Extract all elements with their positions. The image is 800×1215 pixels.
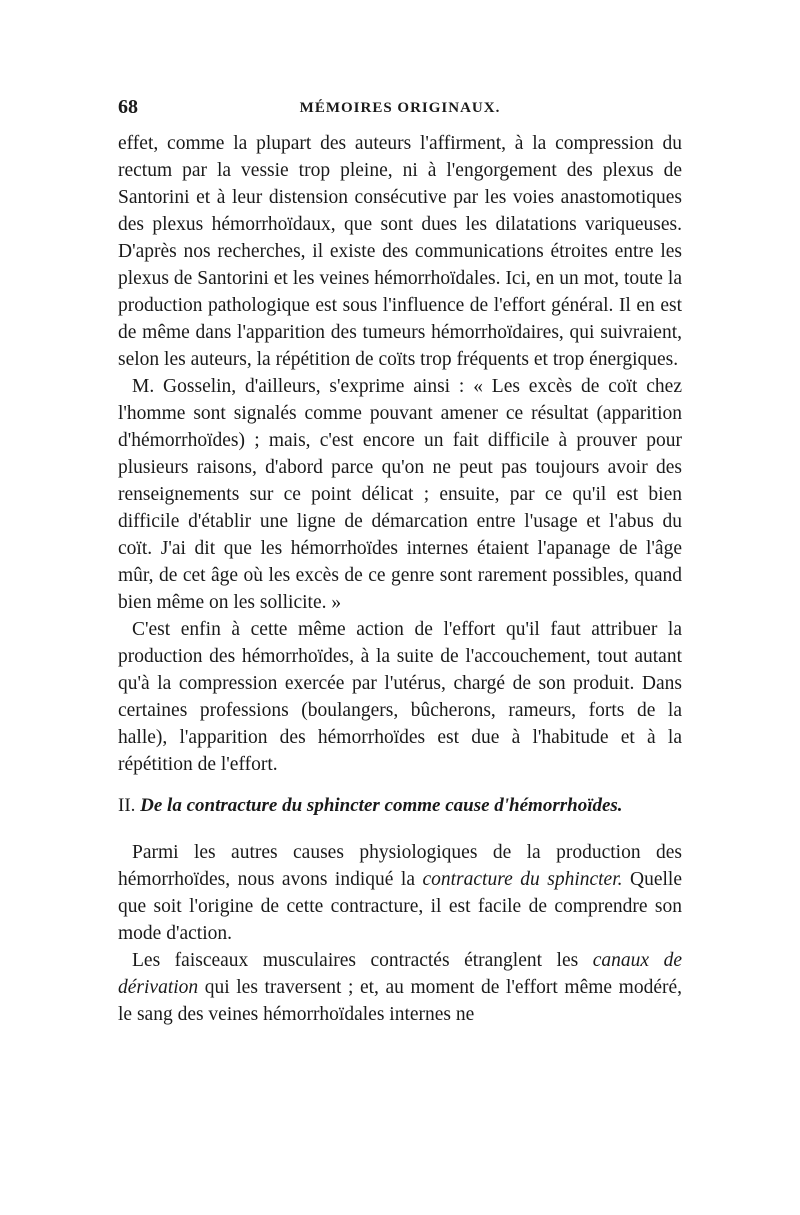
paragraph-5 <box>118 947 682 1028</box>
paragraph-2: M. Gosselin, d'ailleurs, s'exprime ainsi : « Les excès de coït chez l'homme sont signalés comme pouvant amener ce résultat (apparition d'hémorrhoïdes) ; mais, c'est encore un fait difficile à prouver pour plusieurs raisons, d'abord parce qu'on ne peut pas toujours avoir des renseignements sur ce point délicat ; ensuite, par ce qu'il est bien difficile d'établir une ligne de démarcation entre l'usage et l'abus du coït. J'ai dit que les hémorrhoïdes internes étaient l'apanage de l'âge mûr, de cet âge où les excès de ce genre sont rarement possibles, quand bien même on les sollicite. » <box>118 376 682 613</box>
page-body <box>118 130 682 1028</box>
page-header <box>118 96 682 126</box>
paragraph-4-text-b: Quelle que soit l'origine de cette contracture, il est facile de comprendre son mode d'action. <box>118 869 683 944</box>
paragraph-4-text-a: Parmi les autres causes physiologiques de la production des hémorrhoïdes, nous avons indiqué la <box>118 842 682 890</box>
paragraph-1: effet, comme la plupart des auteurs l'affirment, à la compression du rectum par la vessie trop pleine, ni à l'engorgement des plexus de Santorini et à leur distension consécutive par les voies anastomotiques des plexus hémorrhoïdaux, que sont dues les dilatations variqueuses. D'après nos recherches, il existe des communications étroites entre les plexus de Santorini et les veines hémorrhoïdales. Ici, en un mot, toute la production pathologique est sous l'influence de l'effort général. Il en est de même dans l'apparition des tumeurs hémorrhoïdaires, qui suivraient, selon les auteurs, la répétition de coïts trop fréquents et trop énergiques. <box>118 133 682 370</box>
section-heading <box>118 792 682 819</box>
paragraph-3: C'est enfin à cette même action de l'effort qu'il faut attribuer la production des hémorrhoïdes, à la suite de l'accouchement, tout autant qu'à la compression exercée par l'utérus, chargé de son produit. Dans certaines professions (boulangers, bûcherons, rameurs, forts de la halle), l'apparition des hémorrhoïdes est due à l'habitude et à la répétition de l'effort. <box>118 619 682 775</box>
section-number: II. <box>118 795 136 816</box>
page-number: 68 <box>118 96 138 118</box>
paragraph-4-emphasis: contracture du sphincter. <box>422 869 623 890</box>
paragraph-5-text-a: Les faisceaux musculaires contractés étranglent les <box>132 950 593 971</box>
section-title: De la contracture du sphincter comme cause d'hémorrhoïdes. <box>140 795 623 816</box>
running-title: MÉMOIRES ORIGINAUX. <box>299 100 501 116</box>
paragraph-5-text-b: qui les traversent ; et, au moment de l'effort même modéré, le sang des veines hémorrhoïdales internes ne <box>118 977 682 1025</box>
paragraph-5-emphasis: canaux de dérivation <box>118 950 682 998</box>
paragraph-4 <box>118 839 682 947</box>
